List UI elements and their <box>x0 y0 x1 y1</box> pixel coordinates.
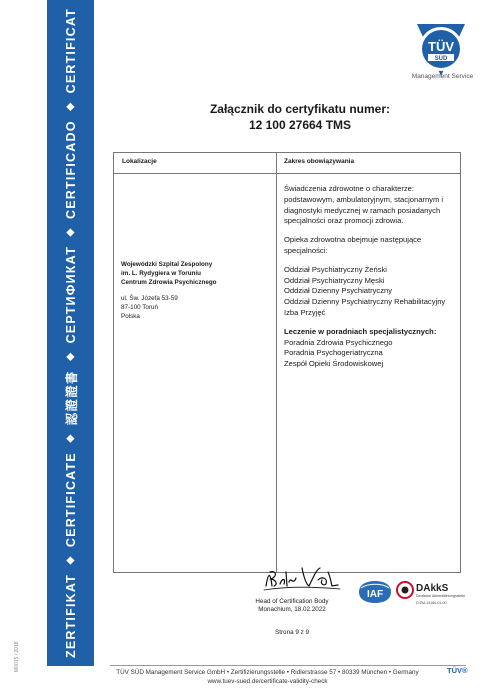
address-line: 87-100 Toruń <box>121 304 158 312</box>
certificate-number: 12 100 27664 TMS <box>248 118 352 132</box>
clinic-item: Poradnia Zdrowia Psychicznego <box>284 337 393 347</box>
sidebar-word: 認證證書 <box>64 370 79 426</box>
diamond-icon: ◆ <box>65 103 76 111</box>
scope-description: Świadczenia zdrowotne o charakterze: podstawowym, ambulatoryjnym, stacjonarnym i diagnostyki medycznej w ramach posiadanych specjalności oraz promocji zdrowia. <box>284 184 444 226</box>
unit-item: Oddział Psychiatryczny Żeński <box>284 264 387 274</box>
address-line: Polska <box>121 312 140 320</box>
scope-table <box>113 152 461 573</box>
page-title <box>110 101 490 133</box>
diamond-icon: ◆ <box>65 556 76 565</box>
diamond-icon: ◆ <box>65 228 76 237</box>
unit-item: Oddział Dzienny Psychiatryczny Rehabilitacyjny <box>284 297 446 307</box>
sidebar-word: СЕРТИФИКАТ <box>63 245 78 344</box>
signer-place-date: Monachium, 18.02.2022 <box>258 606 326 614</box>
footer-brand: TÜV® <box>447 666 468 675</box>
clinic-item: Poradnia Psychogeriatryczna <box>284 348 383 358</box>
location-name-line: Centrum Zdrowia Psychicznego <box>121 278 217 286</box>
location-name-line: im. L. Rydygiera w Toruniu <box>121 269 202 277</box>
signer-role: Head of Certification Body <box>255 598 329 605</box>
diamond-icon: ◆ <box>65 434 76 443</box>
address-line: ul. Św. Józefa 53-59 <box>121 295 178 303</box>
unit-item: Oddział Psychiatryczny Męski <box>284 275 385 285</box>
certificate-sidebar <box>47 0 94 666</box>
dakks-code: D-ZM-14160-01-00 <box>416 601 447 605</box>
logo-sub-text: SÜD <box>434 56 448 62</box>
sidebar-word: CERTIFICAT <box>63 8 78 94</box>
title-line: Załącznik do certyfikatu numer: <box>209 102 391 116</box>
sidebar-word: ZERTIFIKAT <box>63 574 78 658</box>
clinic-list <box>284 338 460 370</box>
location-cell <box>121 261 271 322</box>
form-code: M0015 / 2018 <box>14 641 20 672</box>
location-name <box>121 261 271 287</box>
location-name-line: Wojewódzki Szpital Zespolony <box>121 261 213 268</box>
logo-brand-text: TÜV <box>428 39 454 54</box>
header-divider <box>114 173 460 174</box>
clinics-heading: Leczenie w poradniach specjalistycznych: <box>284 326 437 336</box>
location-address <box>121 295 271 321</box>
specialties-intro: Opieka zdrowotna obejmuje następujące specjalności: <box>284 235 422 255</box>
footer <box>105 668 430 686</box>
diamond-icon: ◆ <box>65 353 76 361</box>
unit-item: Oddział Dzienny Psychiatryczny <box>284 286 393 296</box>
header-location: Lokalizacje <box>122 158 157 165</box>
sidebar-words <box>47 0 94 666</box>
iaf-text: IAF <box>366 589 384 600</box>
handwritten-signature <box>262 560 342 594</box>
footer-divider <box>110 665 466 666</box>
unit-list <box>284 265 460 319</box>
page-number: Strona 9 z 9 <box>275 629 309 636</box>
iaf-logo <box>356 579 394 605</box>
footer-url[interactable]: www.tuev-sued.de/certificate-validity-check <box>207 678 328 685</box>
dakks-subtitle: Deutsche Akkreditierungsstelle <box>416 594 466 598</box>
signer-block <box>236 598 348 614</box>
column-divider <box>276 153 277 572</box>
unit-item: Izba Przyjęć <box>284 307 326 317</box>
header-scope: Zakres obowiązywania <box>284 158 355 165</box>
tuv-sud-logo <box>413 22 469 78</box>
sidebar-word: CERTIFICATE <box>63 452 78 548</box>
footer-address: TÜV SÜD Management Service GmbH • Zertifizierungsstelle • Ridlerstrasse 57 • 80339 München • Germany <box>116 669 419 676</box>
dakks-logo <box>396 578 466 612</box>
scope-cell <box>284 184 460 370</box>
sidebar-word: CERTIFICADO <box>63 120 78 219</box>
dakks-text: DAkkS <box>416 583 449 594</box>
clinic-item: Zespół Opieki Środowiskowej <box>284 359 384 369</box>
logo-caption: Management Service <box>411 73 474 80</box>
